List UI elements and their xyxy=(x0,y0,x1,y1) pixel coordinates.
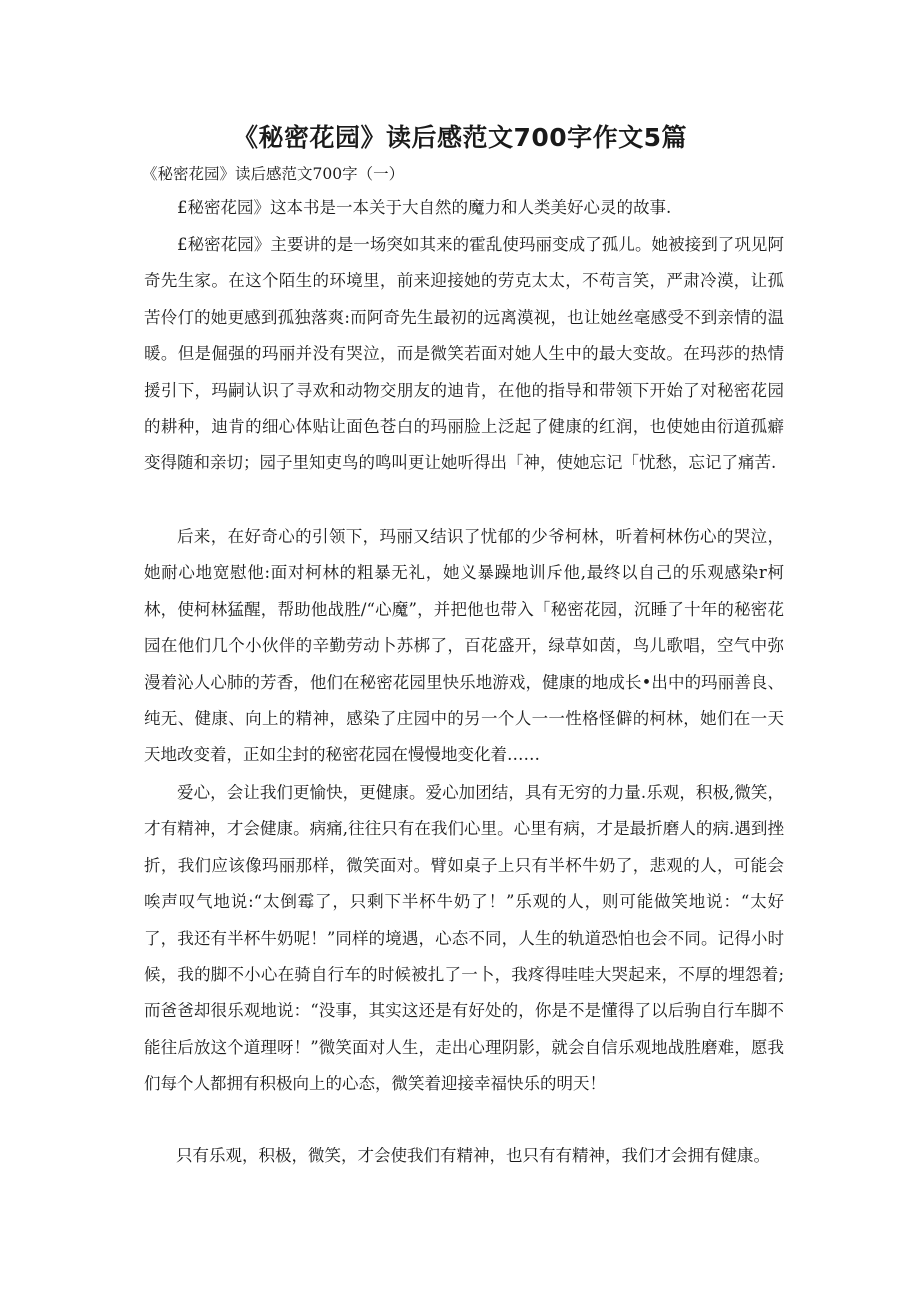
document-title: 《秘密花园》读后感范文700字作文5篇 xyxy=(232,123,688,152)
paragraph-2: £秘密花园》主要讲的是一场突如其来的霍乱使玛丽变成了孤儿。她被接到了巩见阿奇先生家。在这个陌生的环境里，前来迎接她的劳克太太，不苟言笑，严肃冷漠，让孤苦伶仃的她更感到孤独落爽:而阿奇先生最初的远离漠视，也让她丝毫感受不到亲情的温暖。但是倔强的玛丽并没有哭泣，而是微笑若面对她人生中的最大变故。在玛莎的热情援引下，玛嗣认识了寻欢和动物交朋友的迪肯，在他的指导和带领下开始了对秘密花园的耕种，迪肯的细心体贴让面色苍白的玛丽脸上泛起了健康的红润，也使她由衍道孤癖变得随和亲切；园子里知吏鸟的鸣叫更让她听得出「神，使她忘记「忧愁，忘记了痛苦. xyxy=(144,235,784,473)
paragraph-5: 只有乐观，积极，微笑，才会使我们有精神，也只有有精神，我们才会拥有健康。 xyxy=(176,1146,770,1165)
paragraph-1: £秘密花园》这本书是一本关于大自然的魔力和人类美好心灵的故事. xyxy=(177,198,672,217)
paragraph-3: 后来，在好奇心的引领下，玛丽又结识了忧郁的少爷柯林，听着柯林伤心的哭泣，她耐心地宽慰他:面对柯林的粗暴无礼，她义暴躁地训斥他,最终以自己的乐观感染r柯林，使柯林猛醒，帮助他战胜/“心魔”，并把他也带入「秘密花园，沉睡了十年的秘密花园在他们几个小伙伴的辛勤劳动卜苏梆了，百花盛开，绿草如茵，鸟儿歌唱，空气中弥漫着沁人心肺的芳香，他们在秘密花园里快乐地游戏，健康的地成长•出中的玛丽善良、纯无、健康、向上的精神，感染了庄园中的另一个人一一性格怪僻的柯林，她们在一天天地改变着，正如尘封的秘密花园在慢慢地变化着…… xyxy=(144,527,784,765)
paragraph-4: 爱心，会让我们更愉快，更健康。爱心加团结，具有无穷的力量.乐观，积极,微笑，才有精神，才会健康。病痛,往往只有在我们心里。心里有病，才是最折磨人的病.遇到挫折，我们应该像玛丽那样，微笑面对。臂如桌子上只有半杯牛奶了，悲观的人，可能会唉声叹气地说:“太倒霉了，只剩下半杯牛奶了！”乐观的人，则可能做笑地说：“太好了，我还有半杯牛奶呢！”同样的境遇，心态不同，人生的轨道恐怕也会不同。记得小时候，我的脚不小心在骑自行车的时候被扎了一卜，我疼得哇哇大哭起来，不厚的埋怨着;而爸爸却很乐观地说：“没事，其实这还是有好处的，你是不是懂得了以后驹自行车脚不能往后放这个道理呀！”微笑面对人生，走出心理阴影，就会自信乐观地战胜磨难，愿我们每个人都拥有积极向上的心态，微笑着迎接幸福快乐的明天！ xyxy=(144,783,784,1094)
section-subtitle: 《秘密花园》读后感范文700字（一） xyxy=(142,165,405,183)
